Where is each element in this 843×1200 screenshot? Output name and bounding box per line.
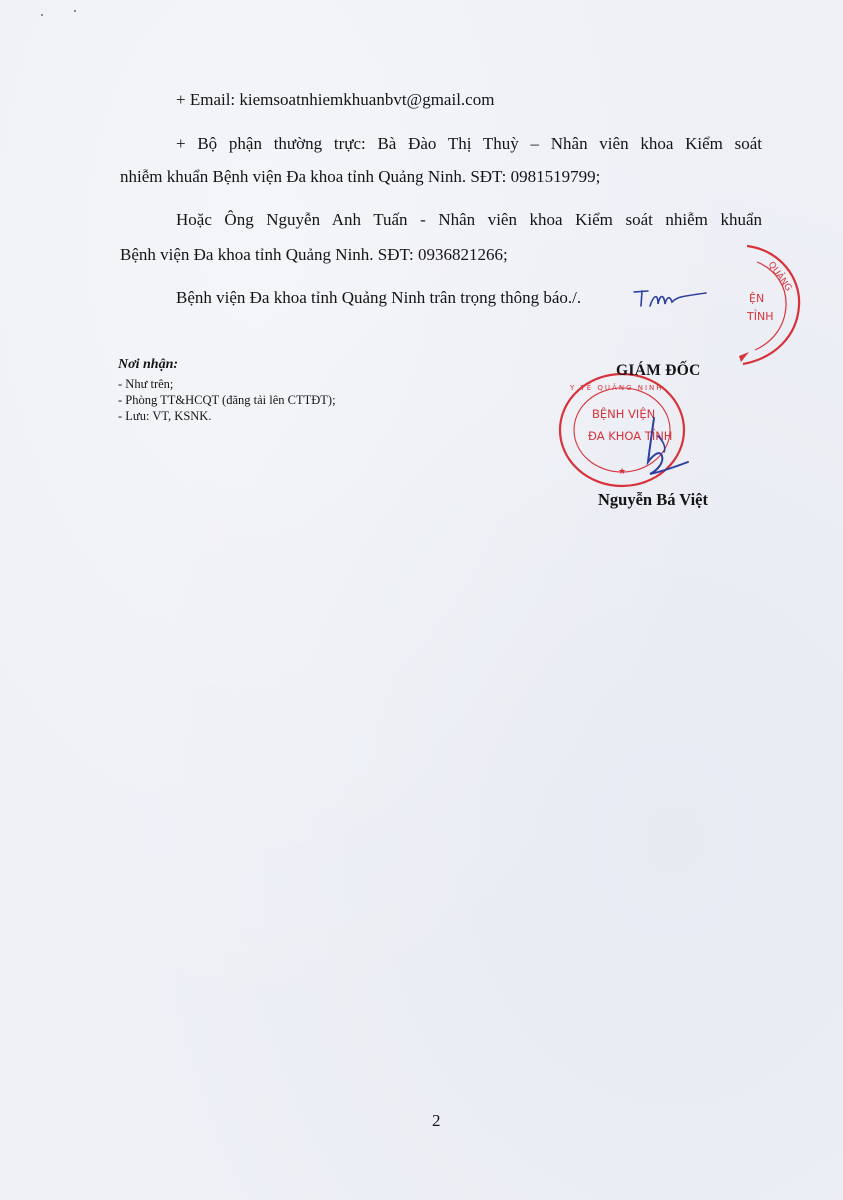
recipients-title: Nơi nhận: <box>118 357 179 372</box>
duty-line-1: + Bộ phận thường trực: Bà Đào Thị Thuỳ – Nhân viên khoa Kiểm soát <box>176 134 762 153</box>
stamp-text-1: BỆNH VIỆN <box>592 407 656 421</box>
partial-stamp-text-2: TỈNH <box>747 310 774 323</box>
partial-red-stamp <box>735 240 805 370</box>
signer-name: Nguyễn Bá Việt <box>598 490 709 509</box>
stamp-ring-text: Y TẾ QUẢNG NINH <box>570 384 664 392</box>
stamp-star-icon: ★ <box>618 467 627 477</box>
recipients-list <box>118 376 336 424</box>
scan-speck <box>41 14 43 16</box>
stamp-text-2: ĐA KHOA TỈNH <box>588 429 673 443</box>
closing-line: Bệnh viện Đa khoa tỉnh Quảng Ninh trân trọng thông báo./. <box>176 288 582 307</box>
director-signature <box>628 412 708 492</box>
email-line: + Email: kiemsoatnhiemkhuanbvt@gmail.com <box>176 90 495 109</box>
partial-stamp-ring-text: QUẢNG <box>765 260 794 294</box>
scan-speck <box>74 10 76 12</box>
recipient-item: - Lưu: VT, KSNK. <box>118 409 212 423</box>
recipient-item: - Phòng TT&HCQT (đăng tải lên CTTĐT); <box>118 393 336 407</box>
recipient-item: - Như trên; <box>118 377 174 391</box>
initial-signature-mark <box>632 288 712 310</box>
alt-contact-line-1: Hoặc Ông Nguyễn Anh Tuấn - Nhân viên khoa Kiểm soát nhiễm khuẩn <box>176 210 762 229</box>
duty-line-2: nhiễm khuẩn Bệnh viện Đa khoa tỉnh Quảng Ninh. SĐT: 0981519799; <box>120 167 601 186</box>
signature-title: GIÁM ĐỐC <box>616 362 701 379</box>
page-number: 2 <box>432 1111 441 1130</box>
alt-contact-line-2: Bệnh viện Đa khoa tỉnh Quảng Ninh. SĐT: 0936821266; <box>120 245 508 264</box>
partial-stamp-text-1: ỆN <box>749 292 765 305</box>
